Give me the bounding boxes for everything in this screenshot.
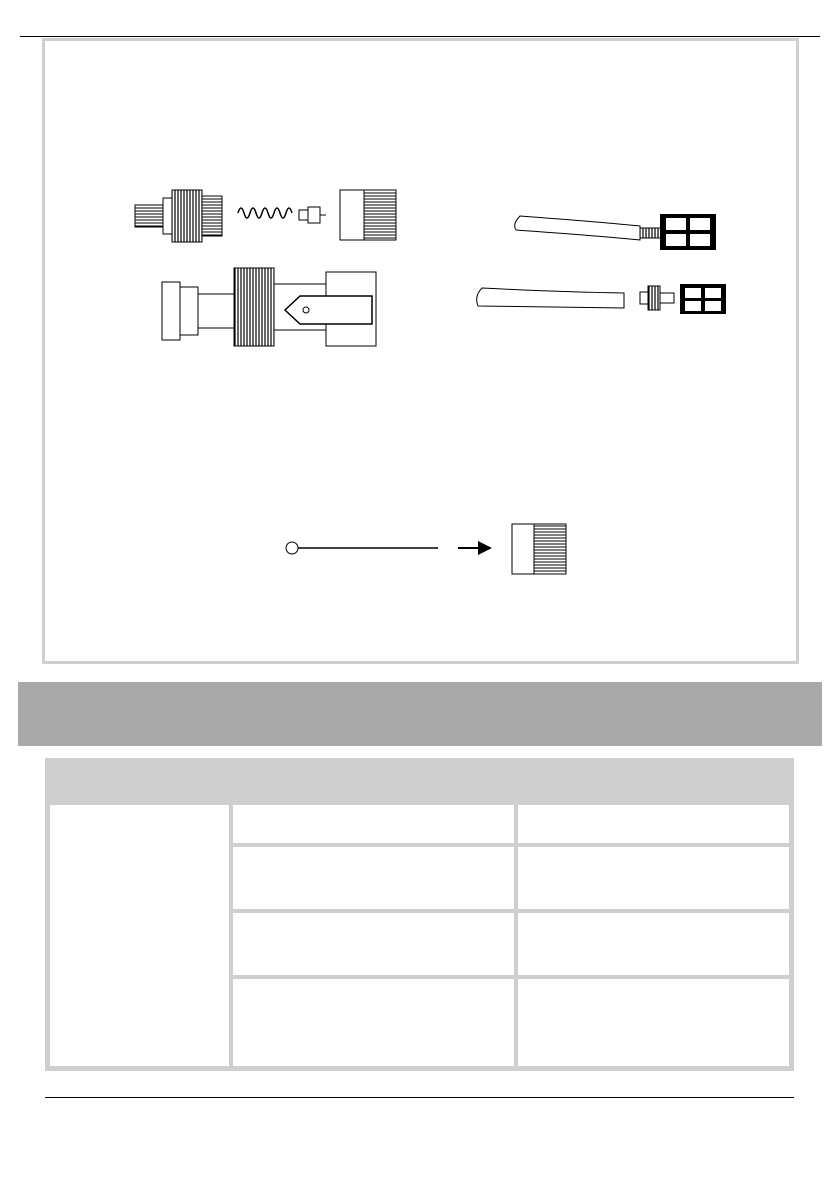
assembled-valve-icon	[162, 268, 376, 346]
section-band	[18, 682, 822, 746]
table-row	[518, 847, 789, 909]
hose-with-barb-icon	[477, 284, 726, 314]
spring-icon	[238, 208, 292, 218]
threaded-cap-icon-2	[512, 524, 566, 574]
table-row	[518, 805, 789, 843]
table-row	[233, 805, 514, 843]
threaded-cap-icon	[340, 190, 396, 240]
table-row	[518, 913, 789, 975]
cleaning-needle-icon	[286, 542, 438, 554]
table-row	[233, 979, 514, 1066]
bottom-rule	[45, 1097, 794, 1098]
table-side-cell	[50, 805, 229, 1066]
pin-icon	[299, 207, 326, 223]
table-row	[233, 847, 514, 909]
table-row	[233, 913, 514, 975]
spec-table	[45, 758, 794, 1071]
hose-with-cap-icon	[515, 214, 716, 250]
table-row	[518, 979, 789, 1066]
nozzle-body-icon	[135, 190, 222, 242]
arrow-icon	[458, 541, 492, 555]
